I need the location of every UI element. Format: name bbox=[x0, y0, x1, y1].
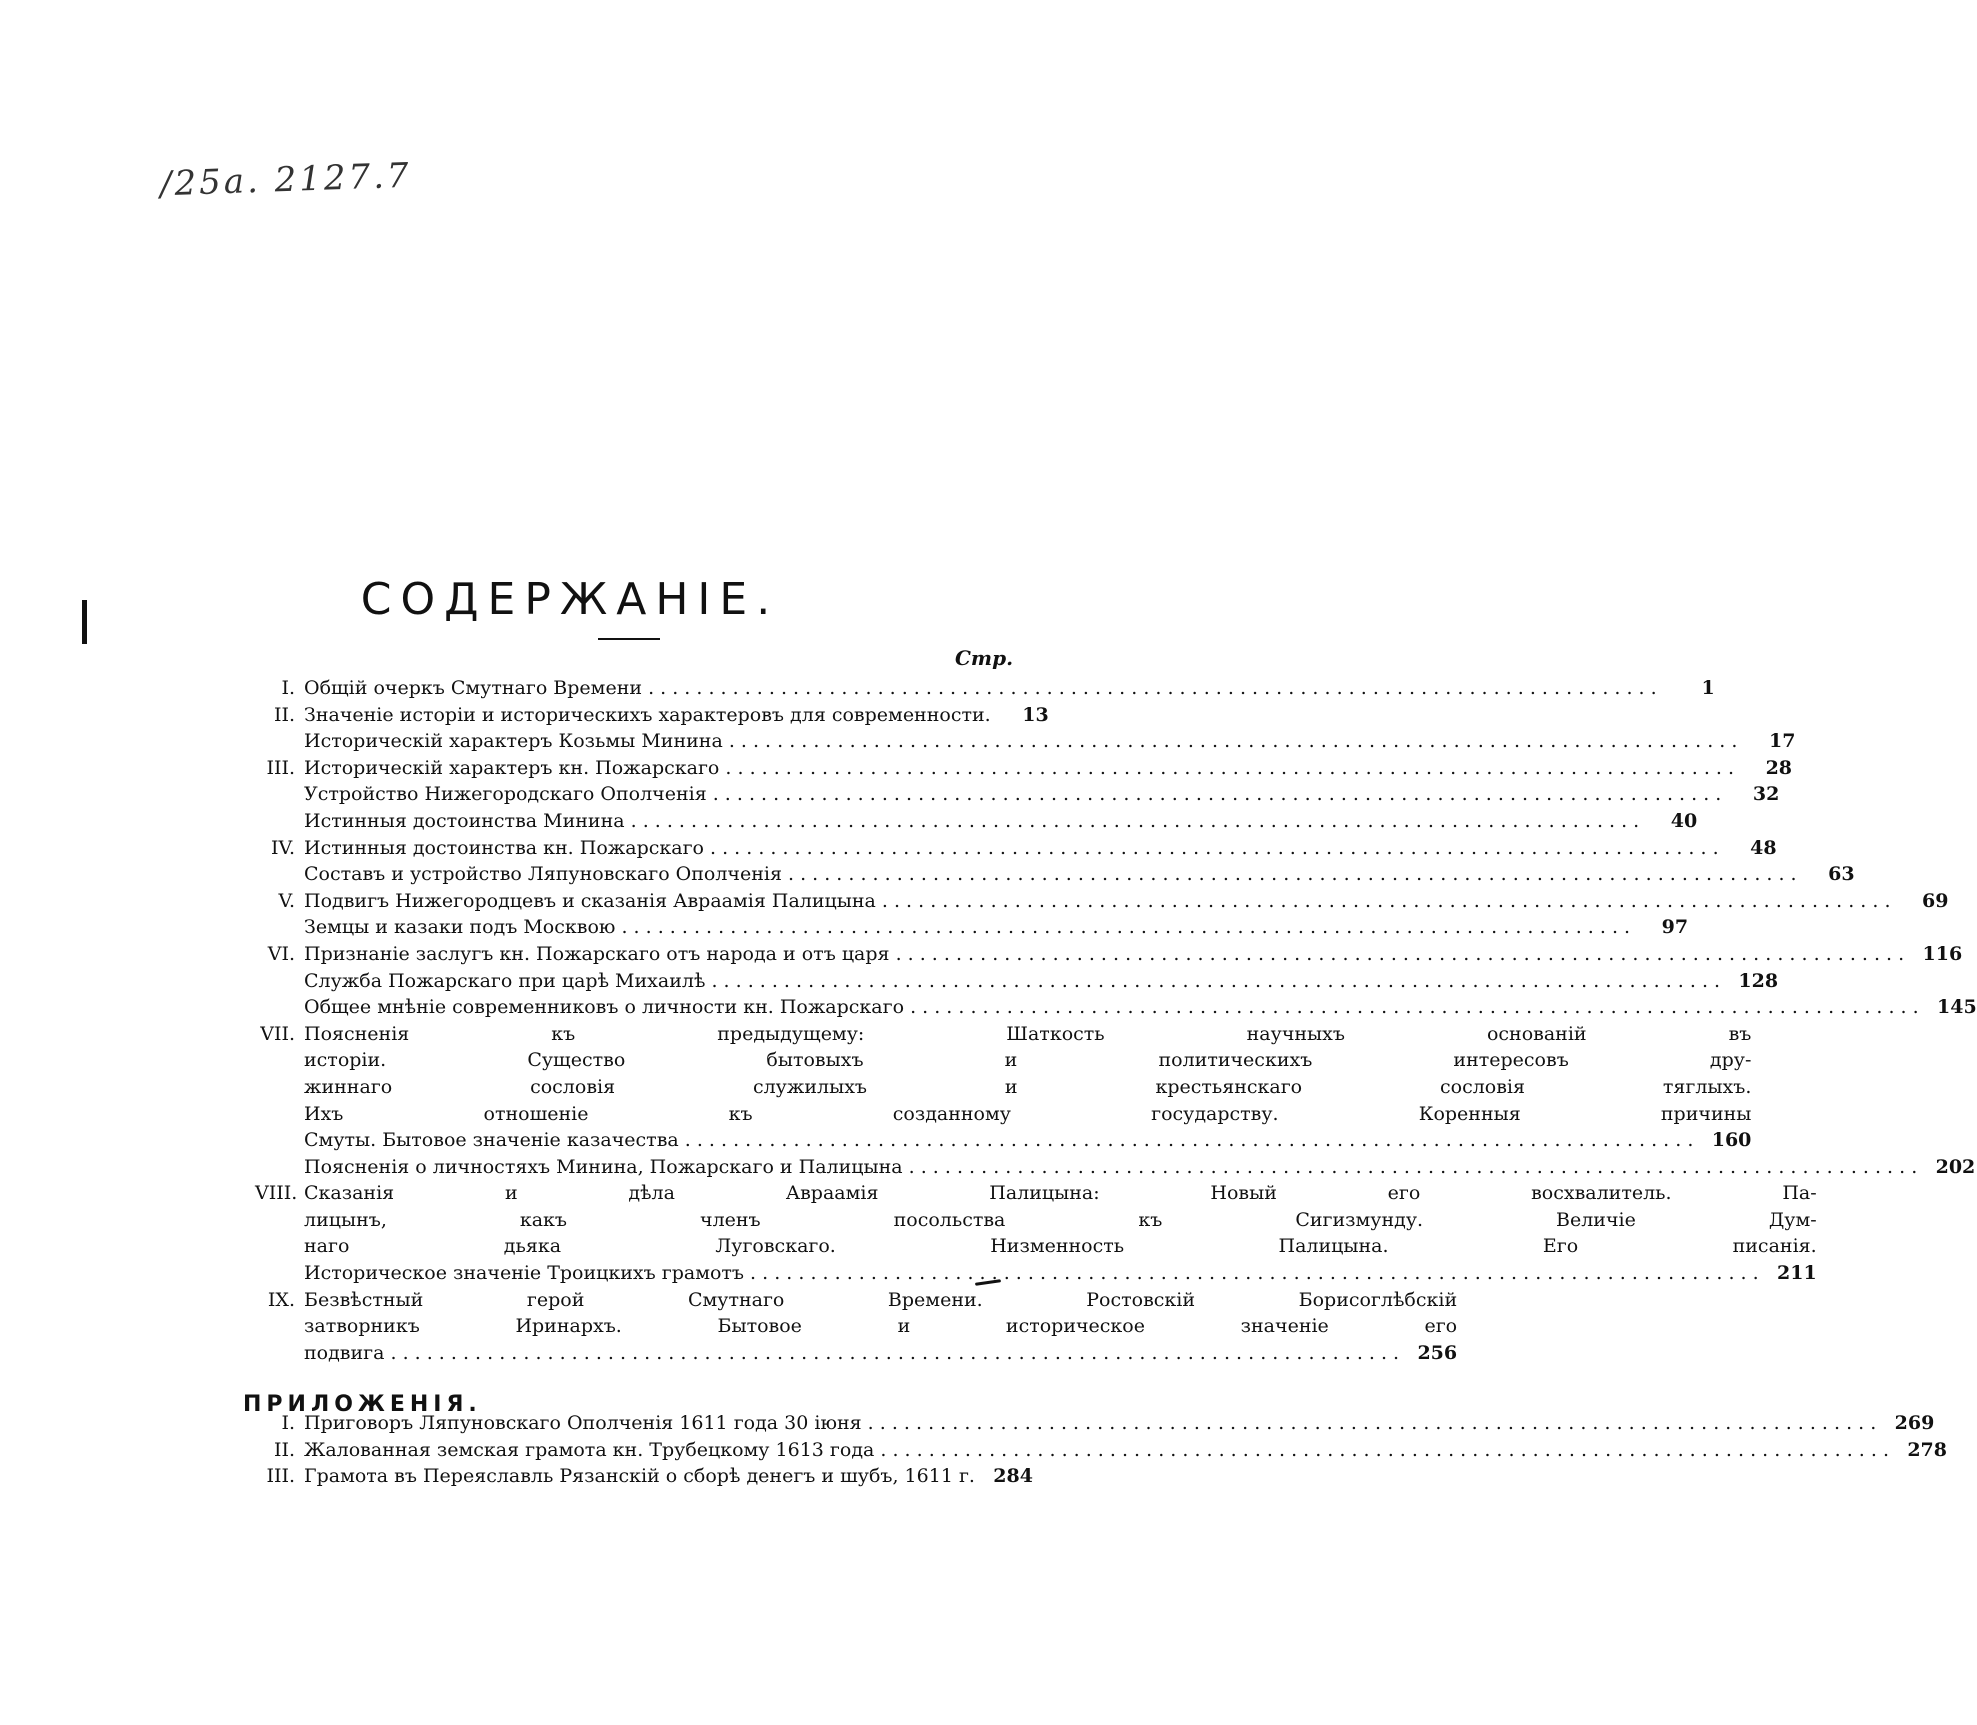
toc-page: 97 bbox=[1661, 916, 1689, 939]
toc-title: Истинныя достоинства кн. Пожарскаго . . . bbox=[304, 835, 1719, 862]
toc-entry[interactable] bbox=[255, 808, 1698, 835]
appendix-list bbox=[255, 1410, 1947, 1490]
toc-entry[interactable] bbox=[255, 914, 1689, 941]
toc-entry[interactable] bbox=[255, 941, 1963, 968]
toc-title-line: Ихъ отношеніе къ созданному государству. Коренныя причины bbox=[304, 1102, 1752, 1125]
toc-page: 128 bbox=[1738, 969, 1779, 992]
toc-title-line: Смуты. Бытовое значеніе казачества . . . bbox=[304, 1127, 1693, 1154]
toc-number: IV. bbox=[271, 836, 295, 859]
toc-page: 145 bbox=[1937, 996, 1977, 1019]
appendix-title-text: Грамота въ Переяславль Рязанскій о сборѣ денегъ и шубъ, 1611 г. bbox=[304, 1465, 975, 1488]
toc-entry-ix[interactable] bbox=[255, 1287, 1458, 1367]
toc-number: V. bbox=[278, 889, 295, 912]
toc-page: 256 bbox=[1417, 1341, 1458, 1364]
toc-entry-vii[interactable] bbox=[255, 1021, 1752, 1154]
toc-entry[interactable] bbox=[255, 968, 1779, 995]
toc-title: Земцы и казаки подъ Москвою . . . bbox=[304, 914, 1630, 941]
toc-number: VI. bbox=[267, 942, 295, 965]
toc-title-line: затворникъ Иринархъ. Бытовое и историческое значеніе его bbox=[304, 1315, 1458, 1338]
toc-number: VIII. bbox=[255, 1182, 298, 1205]
toc-entry[interactable] bbox=[255, 835, 1777, 862]
toc-number: VII. bbox=[260, 1022, 295, 1045]
toc-entry[interactable] bbox=[255, 755, 1793, 782]
toc-page: 1 bbox=[1701, 677, 1715, 699]
appendix-entry[interactable] bbox=[255, 1437, 1947, 1464]
toc-page: 69 bbox=[1922, 889, 1949, 912]
toc-page: 17 bbox=[1768, 730, 1796, 753]
toc-entry[interactable] bbox=[255, 781, 1780, 808]
toc-number: II. bbox=[273, 703, 295, 726]
toc-title-line: исторіи. Существо бытовыхъ и политическихъ интересовъ дру- bbox=[304, 1049, 1752, 1072]
toc-title: Значеніе исторіи и историческихъ характеровъ для современности. bbox=[304, 703, 991, 726]
toc-page: 48 bbox=[1750, 836, 1777, 859]
toc-title: Служба Пожарскаго при царѣ Михаилѣ . . . bbox=[304, 968, 1720, 995]
toc-title-line: Сказанія и дѣла Авраамія Палицына: Новый его восхвалитель. Па- bbox=[304, 1182, 1817, 1205]
appendix-number: III. bbox=[266, 1465, 295, 1488]
toc-entry[interactable] bbox=[255, 728, 1796, 755]
title-rule bbox=[598, 638, 660, 640]
toc-title-line: жиннаго сословія служилыхъ и крестьянскаго сословія тяглыхъ. bbox=[304, 1075, 1752, 1098]
toc-entry[interactable] bbox=[255, 702, 1049, 729]
toc-page: 211 bbox=[1777, 1262, 1817, 1285]
toc-entry[interactable] bbox=[255, 994, 1977, 1021]
toc-title: Историческій характеръ Козьмы Минина . . . bbox=[304, 728, 1737, 755]
toc-title: Подвигъ Нижегородцевъ и сказанія Авраамія Палицына . . . bbox=[304, 888, 1891, 915]
toc-title: Историческій характеръ кн. Пожарскаго . . . bbox=[304, 755, 1734, 782]
toc-page: 202 bbox=[1935, 1155, 1976, 1178]
appendix-title: ПРИЛОЖЕНІЯ. bbox=[243, 1392, 482, 1418]
toc-title-line: подвига . . . bbox=[304, 1340, 1399, 1367]
toc-entry[interactable] bbox=[255, 888, 1949, 915]
appendix-page: 278 bbox=[1907, 1438, 1947, 1461]
toc-page: 32 bbox=[1752, 783, 1780, 806]
toc-entry-viii[interactable] bbox=[255, 1180, 1817, 1286]
toc-title-line: лицынъ, какъ членъ посольства къ Сигизмунду. Величіе Дум- bbox=[304, 1208, 1817, 1231]
appendix-number: II. bbox=[273, 1438, 295, 1461]
page-title: СОДЕРЖАНІЕ. bbox=[360, 574, 780, 626]
toc-page: 63 bbox=[1828, 863, 1855, 886]
toc-page: 160 bbox=[1711, 1129, 1752, 1152]
table-of-contents bbox=[255, 675, 1977, 1366]
toc-page: 28 bbox=[1765, 756, 1793, 779]
toc-title: Признаніе заслугъ кн. Пожарскаго отъ народа и отъ царя . . . bbox=[304, 941, 1904, 968]
toc-number: I. bbox=[281, 677, 295, 699]
appendix-title-text: Приговоръ Ляпуновскаго Ополченія 1611 года 30 іюня . . . bbox=[304, 1410, 1876, 1437]
toc-page: 40 bbox=[1670, 809, 1698, 832]
appendix-title-text: Жалованная земская грамота кн. Трубецкому 1613 года . . . bbox=[304, 1437, 1889, 1464]
toc-title: Общее мнѣніе современниковъ о личности кн. Пожарскаго . . . bbox=[304, 994, 1919, 1021]
toc-title: Составъ и устройство Ляпуновскаго Ополченія . . . bbox=[304, 861, 1797, 888]
toc-entry[interactable] bbox=[255, 1154, 1976, 1181]
toc-title-line: Безвѣстный герой Смутнаго Времени. Ростовскій Борисоглѣбскій bbox=[304, 1288, 1458, 1311]
toc-title-line: Поясненія къ предыдущему: Шаткость научныхъ основаній въ bbox=[304, 1022, 1752, 1045]
toc-page: 13 bbox=[1022, 703, 1049, 726]
toc-entry[interactable] bbox=[255, 675, 1715, 702]
toc-title: Устройство Нижегородскаго Ополченія . . . bbox=[304, 781, 1721, 808]
appendix-page: 284 bbox=[993, 1465, 1033, 1488]
toc-entry[interactable] bbox=[255, 861, 1855, 888]
toc-title-line: наго дьяка Луговскаго. Низменность Палицына. Его писанія. bbox=[304, 1235, 1817, 1258]
appendix-entry[interactable] bbox=[255, 1463, 1033, 1490]
handwritten-shelfmark: /25a. 2127.7 bbox=[159, 155, 413, 205]
appendix-number: I. bbox=[281, 1412, 295, 1434]
page-column-label: Стр. bbox=[955, 646, 1014, 670]
appendix-entry[interactable] bbox=[255, 1410, 1935, 1437]
toc-number: III. bbox=[266, 756, 295, 779]
appendix-page: 269 bbox=[1894, 1412, 1935, 1434]
toc-number: IX. bbox=[267, 1288, 295, 1311]
toc-page: 116 bbox=[1922, 942, 1963, 965]
toc-title: Общій очеркъ Смутнаго Времени . . . bbox=[304, 675, 1657, 702]
toc-title-line: Историческое значеніе Троицкихъ грамотъ . . . bbox=[304, 1260, 1759, 1287]
toc-title: Поясненія о личностяхъ Минина, Пожарскаго и Палицына . . . bbox=[304, 1154, 1917, 1181]
toc-title: Истинныя достоинства Минина . . . bbox=[304, 808, 1639, 835]
